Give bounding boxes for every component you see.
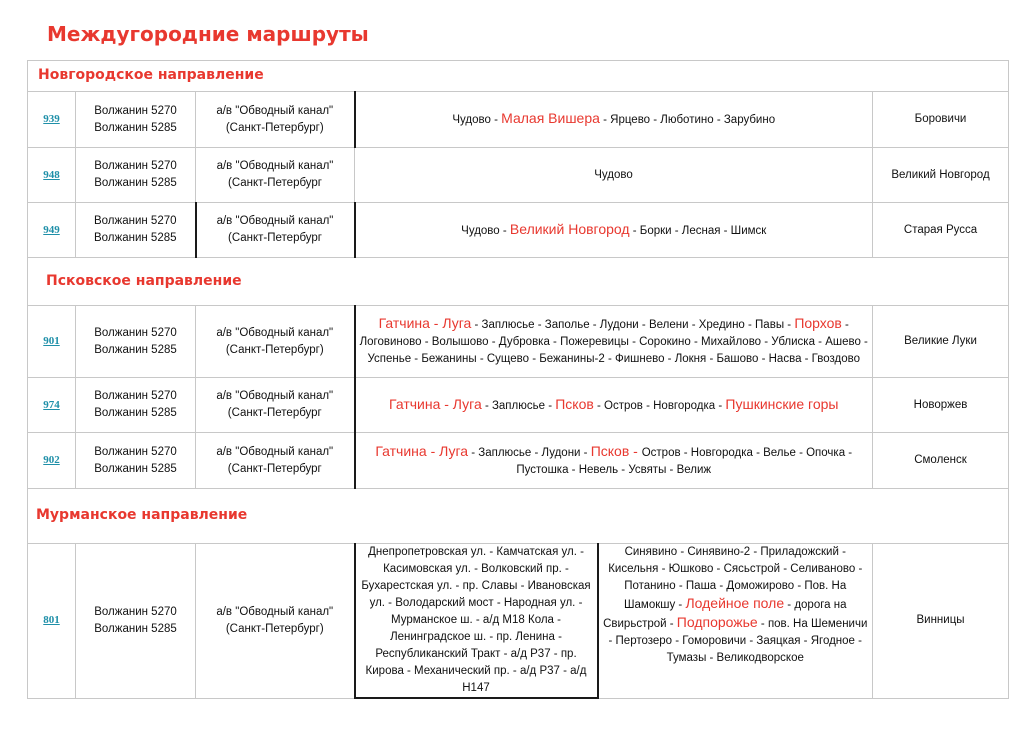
stop-highlight: Псков - bbox=[590, 442, 642, 459]
stop-text: Остров - Новгородка - Велье - Опочка - Пустошка - Невель - Усвяты - Велиж bbox=[516, 446, 853, 476]
route-number bbox=[28, 433, 76, 489]
section-title: Мурманское направление bbox=[36, 507, 248, 523]
bus-models bbox=[76, 378, 196, 433]
stop-highlight: Гатчина - Луга bbox=[378, 315, 472, 331]
stop-highlight: Малая Вишера bbox=[501, 110, 600, 126]
table-row bbox=[28, 433, 1009, 489]
depot-city: (Санкт-Петербург) bbox=[225, 121, 324, 134]
destination: Боровичи bbox=[873, 92, 1009, 148]
city-streets: Днепропетровская ул. - Камчатская ул. - Касимовская ул. - Волковский пр. - Бухарестская ул. - пр. Славы - Ивановская ул. - Володарский мост - Народная ул. - Мурманское ш. - а/д М18 Кола - Ленинградское ш. - пр. Ленина - Республиканский Тракт - а/д Р37 - пр. Кирова - Механический пр. - а/д Р37 - а/д Н147 bbox=[355, 544, 598, 699]
section-title: Псковское направление bbox=[46, 272, 242, 289]
depot-city: (Санкт-Петербург bbox=[227, 407, 322, 419]
stop-text: - Остров - Новгородка - bbox=[593, 399, 726, 412]
route-number bbox=[28, 92, 76, 148]
routes-table bbox=[27, 60, 1009, 699]
route-number bbox=[28, 544, 76, 699]
depot-city: (Санкт-Петербург bbox=[227, 177, 323, 189]
stop-text: Синявино - Синявино-2 - Приладожский - Кисельня - Юшково - Сясьстрой - Селиваново - Потанино - Паша - Доможирово - Пов. На Шамокшу - bbox=[608, 546, 863, 611]
depot-city: (Санкт-Петербург) bbox=[225, 622, 324, 635]
route-stops bbox=[355, 148, 873, 203]
section-row bbox=[28, 61, 1009, 92]
page-title: Междугородние маршруты bbox=[47, 22, 369, 46]
stop-highlight: Гатчина - Луга bbox=[375, 442, 469, 459]
route-stops bbox=[355, 306, 873, 378]
stop-text: - дорога на Свирьстрой - bbox=[603, 599, 847, 630]
destination: Старая Русса bbox=[873, 203, 1009, 258]
stop-text: Чудово bbox=[594, 168, 633, 181]
depot bbox=[196, 148, 355, 203]
stop-highlight: Гатчина - Луга bbox=[389, 395, 482, 412]
stop-highlight: Пушкинские горы bbox=[725, 395, 839, 412]
bus-models bbox=[76, 92, 196, 148]
stop-text: - Борки - Лесная - Шимск bbox=[629, 224, 767, 237]
route-link-948[interactable]: 948 bbox=[43, 168, 60, 181]
bus-model: Волжанин 5285 bbox=[94, 407, 177, 419]
section-row bbox=[28, 258, 1009, 306]
route-link-949[interactable]: 949 bbox=[43, 223, 60, 236]
route-number bbox=[28, 203, 76, 258]
stop-text: Чудово - bbox=[452, 114, 502, 126]
route-link-939[interactable]: 939 bbox=[43, 113, 60, 125]
depot-name: а/в "Обводный канал" bbox=[216, 445, 334, 458]
bus-model: Волжанин 5285 bbox=[94, 343, 177, 356]
route-stops bbox=[355, 378, 873, 433]
table-row bbox=[28, 92, 1009, 148]
stop-highlight: Подпорожье bbox=[676, 614, 758, 630]
bus-model: Волжанин 5270 bbox=[94, 445, 177, 458]
bus-model: Волжанин 5270 bbox=[93, 215, 177, 227]
section-header bbox=[28, 258, 1009, 306]
depot-name: а/в "Обводный канал" bbox=[216, 104, 334, 117]
destination: Великий Новгород bbox=[873, 148, 1009, 203]
route-stops bbox=[355, 433, 873, 489]
depot bbox=[196, 306, 355, 378]
bus-model: Волжанин 5270 bbox=[94, 390, 177, 402]
depot-name: а/в "Обводный канал" bbox=[216, 326, 334, 339]
highway-stops bbox=[598, 544, 873, 699]
route-link-974[interactable]: 974 bbox=[43, 398, 60, 411]
bus-models bbox=[76, 148, 196, 203]
depot bbox=[196, 203, 355, 258]
stop-text: Чудово - bbox=[461, 224, 510, 237]
bus-model: Волжанин 5270 bbox=[94, 160, 177, 172]
depot-name: а/в "Обводный канал" bbox=[216, 160, 334, 172]
stop-text: - Заплюсье - Заполье - Лудони - Велени - Хредино - Павы - bbox=[471, 319, 795, 331]
stop-highlight: Псков bbox=[555, 395, 594, 412]
bus-model: Волжанин 5285 bbox=[94, 462, 177, 475]
depot bbox=[196, 544, 355, 699]
bus-model: Волжанин 5270 bbox=[94, 326, 177, 339]
route-number bbox=[28, 306, 76, 378]
stop-text: - Ярцево - Люботино - Зарубино bbox=[599, 114, 776, 126]
table-row bbox=[28, 203, 1009, 258]
stop-text: - пов. На Шеменичи - Пертозеро - Гоморовичи - Заяцкая - Ягодное - Тумазы - Великодворское bbox=[608, 618, 868, 664]
table-row bbox=[28, 306, 1009, 378]
depot bbox=[196, 433, 355, 489]
bus-models bbox=[76, 306, 196, 378]
depot-city: (Санкт-Петербург bbox=[227, 462, 322, 475]
bus-model: Волжанин 5270 bbox=[94, 605, 177, 618]
destination: Смоленск bbox=[873, 433, 1009, 489]
table-row bbox=[28, 378, 1009, 433]
depot bbox=[196, 378, 355, 433]
route-link-801[interactable]: 801 bbox=[43, 614, 60, 627]
stop-highlight: Лодейное поле bbox=[685, 595, 785, 611]
stop-text: - Заплюсье - Лудони - bbox=[468, 446, 591, 459]
route-number bbox=[28, 378, 76, 433]
bus-models bbox=[76, 203, 196, 258]
bus-models bbox=[76, 433, 196, 489]
route-stops bbox=[355, 92, 873, 148]
depot-city: (Санкт-Петербург bbox=[227, 232, 323, 244]
route-stops bbox=[355, 203, 873, 258]
depot-name: а/в "Обводный канал" bbox=[216, 390, 334, 402]
depot-name: а/в "Обводный канал" bbox=[216, 605, 334, 618]
table-row bbox=[28, 544, 1009, 699]
stop-highlight: Порхов bbox=[794, 315, 842, 331]
stop-highlight: Великий Новгород bbox=[509, 220, 630, 237]
destination: Новоржев bbox=[873, 378, 1009, 433]
route-number bbox=[28, 148, 76, 203]
bus-model: Волжанин 5285 bbox=[94, 622, 177, 635]
bus-models bbox=[76, 544, 196, 699]
section-row bbox=[28, 489, 1009, 544]
destination: Винницы bbox=[873, 544, 1009, 699]
stop-text: - Заплюсье - bbox=[481, 399, 556, 412]
section-header bbox=[28, 61, 1009, 92]
destination: Великие Луки bbox=[873, 306, 1009, 378]
depot-city: (Санкт-Петербург) bbox=[225, 343, 324, 356]
section-header bbox=[28, 489, 1009, 544]
route-link-902[interactable]: 902 bbox=[43, 454, 60, 466]
route-link-901[interactable]: 901 bbox=[43, 335, 60, 347]
stop-text: - Логовиново - Волышово - Дубровка - Пожеревицы - Сорокино - Михайлово - Ублиска - Ашево - Успенье - Бежанины - Сущево - Бежанины-2 - Фишнево - Локня - Башово - Насва - Гвоздово bbox=[359, 319, 868, 365]
depot bbox=[196, 92, 355, 148]
table-row bbox=[28, 148, 1009, 203]
bus-model: Волжанин 5270 bbox=[94, 104, 177, 117]
bus-model: Волжанин 5285 bbox=[93, 232, 177, 244]
depot-name: а/в "Обводный канал" bbox=[216, 215, 334, 227]
section-title: Новгородское направление bbox=[38, 67, 264, 83]
bus-model: Волжанин 5285 bbox=[94, 121, 177, 134]
bus-model: Волжанин 5285 bbox=[94, 177, 177, 189]
